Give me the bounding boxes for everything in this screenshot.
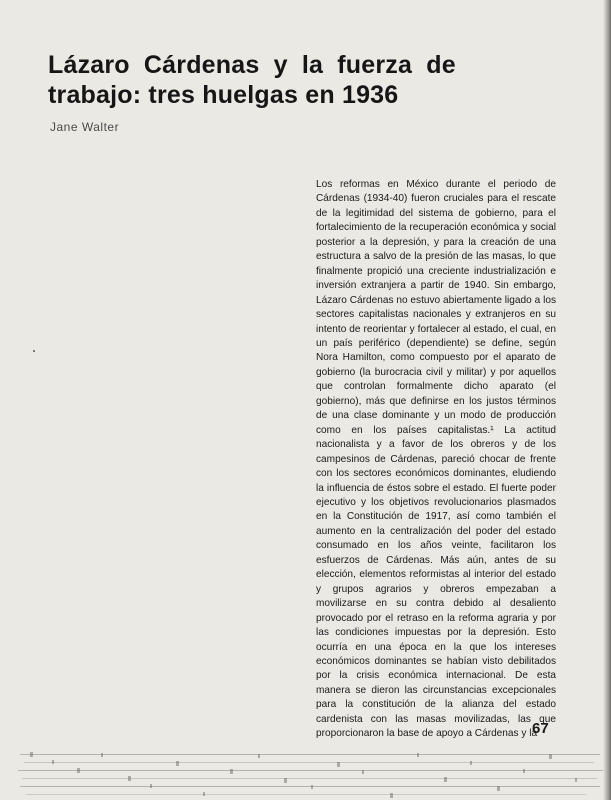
scan-edge — [603, 0, 611, 800]
scan-bleedthrough — [0, 748, 611, 800]
author-name: Jane Walter — [50, 120, 120, 134]
article-title — [48, 50, 488, 110]
article-body: Los reformas en México durante el periodo de Cárdenas (1934-40) fueron cruciales para el rescate de la legitimidad del sistema de gobierno, para el fortalecimiento de la recuperación económica y social posterior a la depresión, y para la creación de una estructura a salvo de la presión de las masas, lo que finalmente propició una creciente industrialización e inversión extranjera a partir de 1940. Sin embargo, Lázaro Cárdenas no estuvo abiertamente ligado a los sectores capitalistas nacionales y extranjeros en su intento de reorientar y fortalecer al estado, el cual, en un país periférico (dependiente) se define, según Nora Hamilton, como compuesto por el aparato de gobierno (la burocracia civil y militar) y por aquellos que controlan formalmente dicho aparato (el gobierno), más que definirse en los justos términos de una clase dominante y un modo de producción como en los países capitalistas.¹ La actitud nacionalista y a favor de los obreros y de los campesinos de Cárdenas, pareció chocar de frente con los sectores económicos dominantes, eludiendo la influencia de éstos sobre el estado. El fuerte poder ejecutivo y los objetivos revolucionarios plasmados en la Constitución de 1917, así como también el aumento en la centralización del poder del estado consumado en los años veinte, facilitaron los esfuerzos de Cárdenas. Más aún, antes de su elección, elementos reformistas al interior del estado y grupos agrarios y obreros empezaban a movilizarse en su contra debido al desaliento provocado por el retraso en la reforma agraria y por las condiciones impuestas por la depresión. Esto ocurría en una época en la que los intereses económicos dominantes se habían visto debilitados por la crisis económica internacional. De esta manera se dieron las circunstancias excepcionales para la constitución de la alianza del estado cardenista con las masas movilizadas, las que proporcionaron la base de apoyo a Cárdenas y la — [316, 179, 556, 740]
title-line-2: trabajo: tres huelgas en 1936 — [48, 81, 399, 109]
title-line-1: Lázaro Cárdenas y la fuerza de — [48, 51, 456, 79]
scan-speck — [33, 350, 35, 352]
page-number: 67 — [532, 720, 549, 737]
